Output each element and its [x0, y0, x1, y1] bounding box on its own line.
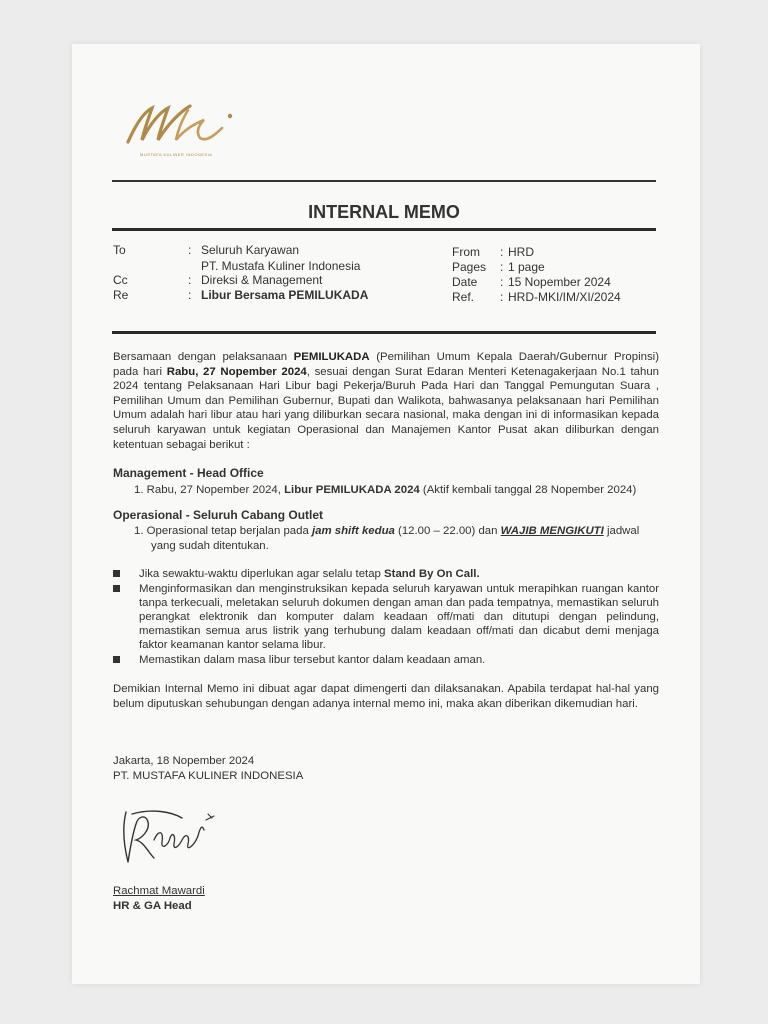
ref-colon: :: [500, 290, 504, 304]
re-value: Libur Bersama PEMILUKADA: [201, 288, 369, 302]
pages-colon: :: [500, 260, 504, 274]
top-divider: [112, 180, 656, 182]
management-title: Management - Head Office: [113, 466, 264, 480]
pages-value: 1 page: [508, 260, 545, 274]
bullet-standby: Jika sewaktu-waktu diperlukan agar selalu tetap Stand By On Call.: [113, 567, 659, 581]
header-divider: [112, 331, 656, 334]
from-value: HRD: [508, 245, 534, 259]
cc-label: Cc: [113, 273, 128, 287]
closing-paragraph: Demikian Internal Memo ini dibuat agar dapat dimengerti dan dilaksanakan. Apabila terdapat hal-hal yang belum diputuskan sehubungan dengan adanya internal memo ini, maka akan diberikan dikemudian hari.: [113, 683, 659, 710]
bullet-marker: [113, 585, 120, 592]
bullet-marker: [113, 656, 120, 663]
cc-colon: :: [188, 273, 192, 287]
bullet-secure: Memastikan dalam masa libur tersebut kantor dalam keadaan aman.: [113, 653, 659, 667]
memo-title: INTERNAL MEMO: [308, 202, 460, 222]
handwritten-signature: [112, 800, 222, 870]
signatory-position: HR & GA Head: [113, 900, 192, 912]
ref-label: Ref.: [452, 290, 475, 304]
to-colon: :: [188, 243, 192, 257]
date-label: Date: [452, 275, 478, 289]
intro-paragraph: Bersamaan dengan pelaksanaan PEMILUKADA (Pemilihan Umum Kepala Daerah/Gubernur Propinsi) pada hari Rabu, 27 Nopember 2024, sesuai dengan Surat Edaran Menteri Ketenagakerjaan No.1 tahun 2024 tentang Pelaksanaan Hari Libur bagi Pekerja/Buruh Pada Hari dan Tanggal Pemungutan Suara , Pemilihan Umum dan Pemilihan Gubernur, Bupati dan Walikota, bahwasanya pelaksanaan hari Pemilihan Umum adalah hari libur atau hari yang diliburkan secara nasional, maka dengan ini di informasikan kepada seluruh karyawan untuk kegiatan Operasional dan Manajemen Kantor Pusat akan diliburkan dengan ketentuan sebagai berikut :: [113, 351, 659, 451]
place-date: Jakarta, 18 Nopember 2024: [113, 755, 255, 767]
operasional-title: Operasional - Seluruh Cabang Outlet: [113, 508, 324, 522]
from-label: From: [452, 245, 480, 259]
title-divider: [112, 228, 656, 231]
date-colon: :: [500, 275, 504, 289]
re-colon: :: [188, 288, 192, 302]
date-value: 15 Nopember 2024: [508, 275, 611, 289]
re-label: Re: [113, 288, 129, 302]
to-value-2: PT. Mustafa Kuliner Indonesia: [201, 259, 361, 273]
logo-tagline: MUSTAFA KULINER INDONESIA: [140, 152, 213, 157]
operasional-item: 1. Operasional tetap berjalan pada jam shift kedua (12.00 – 22.00) dan WAJIB MENGIKUTI jadwal: [134, 525, 640, 537]
pages-label: Pages: [452, 260, 487, 274]
bullet-instructions: Menginformasikan dan menginstruksikan kepada seluruh karyawan untuk merapihkan ruangan kantor tanpa terkecuali, meletakan seluruh dokumen dengan aman dan pada tempatnya, memastikan seluruh perangkat elektronik dan komputer dalam keadaan off/mati dan ditutupi dengan pelindung, memastikan semua arus listrik yang terhubung dalam keadaan off/mati dan dicabut demi menjaga faktor keamanan kantor selama libur.: [113, 582, 659, 652]
signatory-name: Rachmat Mawardi: [113, 885, 205, 897]
operasional-item-line2: yang sudah ditentukan.: [151, 540, 269, 552]
to-value-1: Seluruh Karyawan: [201, 243, 300, 257]
management-item: 1. Rabu, 27 Nopember 2024, Libur PEMILUKADA 2024 (Aktif kembali tanggal 28 Nopember 2024): [134, 484, 637, 496]
from-colon: :: [500, 245, 504, 259]
ref-value: HRD-MKI/IM/XI/2024: [508, 290, 621, 304]
cc-value: Direksi & Management: [201, 273, 323, 287]
bullet-marker: [113, 570, 120, 577]
company-name: PT. MUSTAFA KULINER INDONESIA: [113, 770, 304, 782]
to-label: To: [113, 243, 126, 257]
